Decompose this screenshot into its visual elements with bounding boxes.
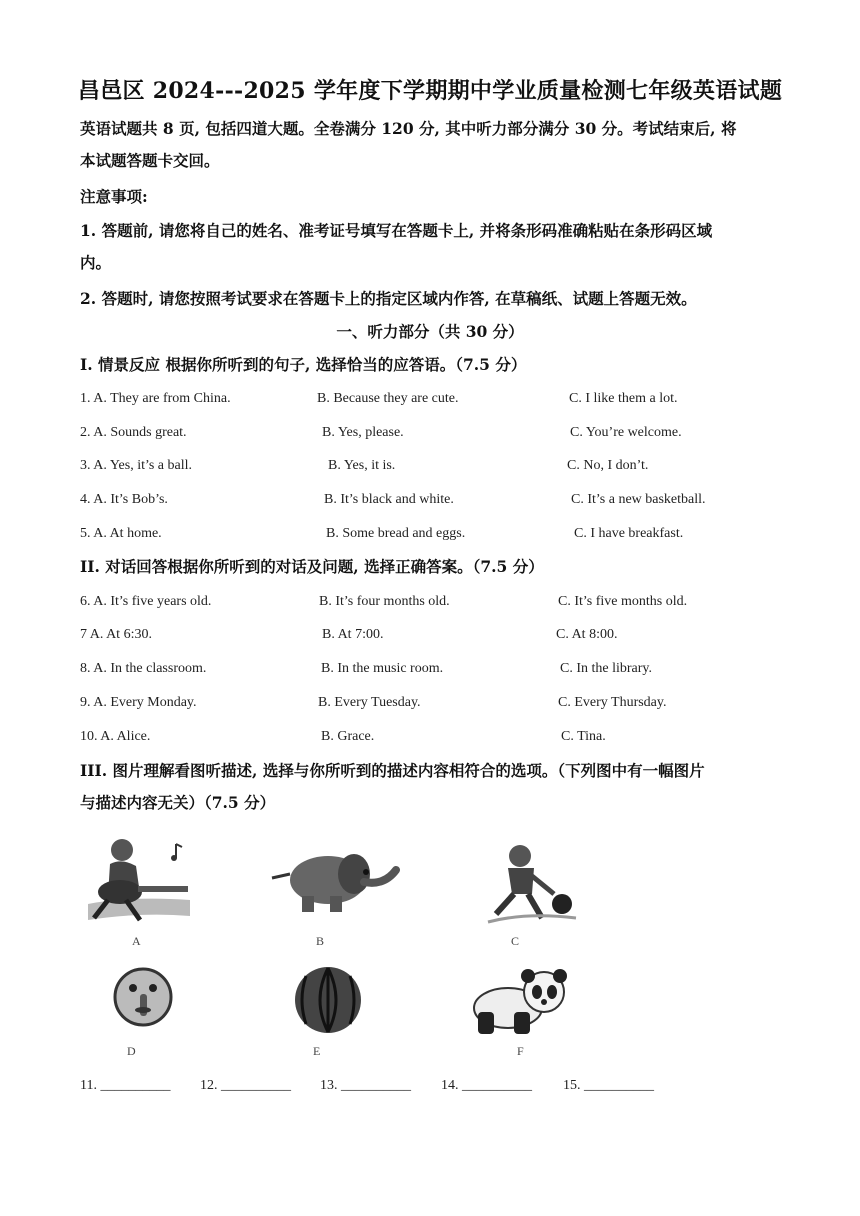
notice-item-1-cont: 内。 [80, 253, 112, 272]
watermelon-icon [292, 964, 364, 1036]
picture-label-c: C [511, 934, 520, 948]
q8-option-a: 8. A. In the classroom. [80, 661, 207, 676]
q3-option-b: B. Yes, it is. [328, 458, 396, 473]
q1-option-a: 1. A. They are from China. [80, 391, 231, 406]
q2-option-a: 2. A. Sounds great. [80, 425, 187, 440]
q4-option-c: C. It’s a new basketball. [571, 492, 706, 507]
notice-item-1: 1. 答题前, 请您将自己的姓名、准考证号填写在答题卡上, 并将条形码准确粘贴在条形码区域 [80, 221, 713, 240]
picture-label-e: E [313, 1044, 321, 1058]
q5-option-a: 5. A. At home. [80, 526, 162, 541]
section-1-heading: I. 情景反应 根据你所听到的句子, 选择恰当的应答语。（7.5 分） [80, 355, 527, 374]
q8-option-c: C. In the library. [560, 661, 653, 676]
q6-option-a: 6. A. It’s five years old. [80, 594, 212, 609]
elephant-icon [266, 846, 404, 916]
answer-blank-12[interactable]: 12. __________ [200, 1078, 291, 1093]
q8-option-b: B. In the music room. [321, 661, 444, 676]
q5-option-b: B. Some bread and eggs. [326, 526, 466, 541]
answer-blank-15[interactable]: 15. __________ [563, 1078, 654, 1093]
q10-option-c: C. Tina. [561, 729, 606, 744]
notice-item-2: 2. 答题时, 请您按照考试要求在答题卡上的指定区域内作答, 在草稿纸、试题上答题无效。 [80, 289, 697, 308]
q2-option-b: B. Yes, please. [322, 425, 404, 440]
picture-label-a: A [132, 934, 141, 948]
q10-option-a: 10. A. Alice. [80, 729, 151, 744]
q1-option-b: B. Because they are cute. [317, 391, 459, 406]
q1-option-c: C. I like them a lot. [569, 391, 678, 406]
part-one-heading: 一、听力部分（共 30 分） [336, 322, 524, 341]
picture-label-d: D [127, 1044, 136, 1058]
basketball-player-icon [476, 842, 580, 924]
q3-option-c: C. No, I don’t. [567, 458, 649, 473]
guitar-player-icon [80, 834, 196, 930]
q2-option-c: C. You’re welcome. [570, 425, 682, 440]
intro-line-2: 本试题答题卡交回。 [80, 151, 220, 170]
picture-label-b: B [316, 934, 325, 948]
answer-blank-14[interactable]: 14. __________ [441, 1078, 532, 1093]
q7-option-c: C. At 8:00. [556, 627, 618, 642]
q9-option-a: 9. A. Every Monday. [80, 695, 197, 710]
q4-option-a: 4. A. It’s Bob’s. [80, 492, 168, 507]
answer-blank-11[interactable]: 11. __________ [80, 1078, 171, 1093]
picture-label-f: F [517, 1044, 524, 1058]
section-2-heading: II. 对话回答根据你所听到的对话及问题, 选择正确答案。（7.5 分） [80, 557, 544, 576]
section-3-heading-cont: 与描述内容无关）（7.5 分） [80, 793, 276, 812]
q5-option-c: C. I have breakfast. [574, 526, 684, 541]
answer-blank-13[interactable]: 13. __________ [320, 1078, 411, 1093]
q10-option-b: B. Grace. [321, 729, 375, 744]
q3-option-a: 3. A. Yes, it’s a ball. [80, 458, 193, 473]
panda-icon [466, 966, 572, 1038]
exam-title: 昌邑区 2024---2025 学年度下学期期中学业质量检测七年级英语试题 [77, 78, 783, 104]
section-3-heading: III. 图片理解看图听描述, 选择与你所听到的描述内容相符合的选项。（下列图中有一幅图片 [80, 761, 705, 780]
q6-option-c: C. It’s five months old. [558, 594, 688, 609]
quiet-face-icon [110, 964, 176, 1030]
notice-heading: 注意事项: [80, 187, 148, 206]
intro-line-1: 英语试题共 8 页, 包括四道大题。全卷满分 120 分, 其中听力部分满分 30 分。考试结束后, 将 [80, 119, 737, 138]
q7-option-b: B. At 7:00. [322, 627, 384, 642]
q4-option-b: B. It’s black and white. [324, 492, 454, 507]
q9-option-b: B. Every Tuesday. [318, 695, 421, 710]
q6-option-b: B. It’s four months old. [319, 594, 450, 609]
q7-option-a: 7 A. At 6:30. [80, 627, 152, 642]
q9-option-c: C. Every Thursday. [558, 695, 667, 710]
